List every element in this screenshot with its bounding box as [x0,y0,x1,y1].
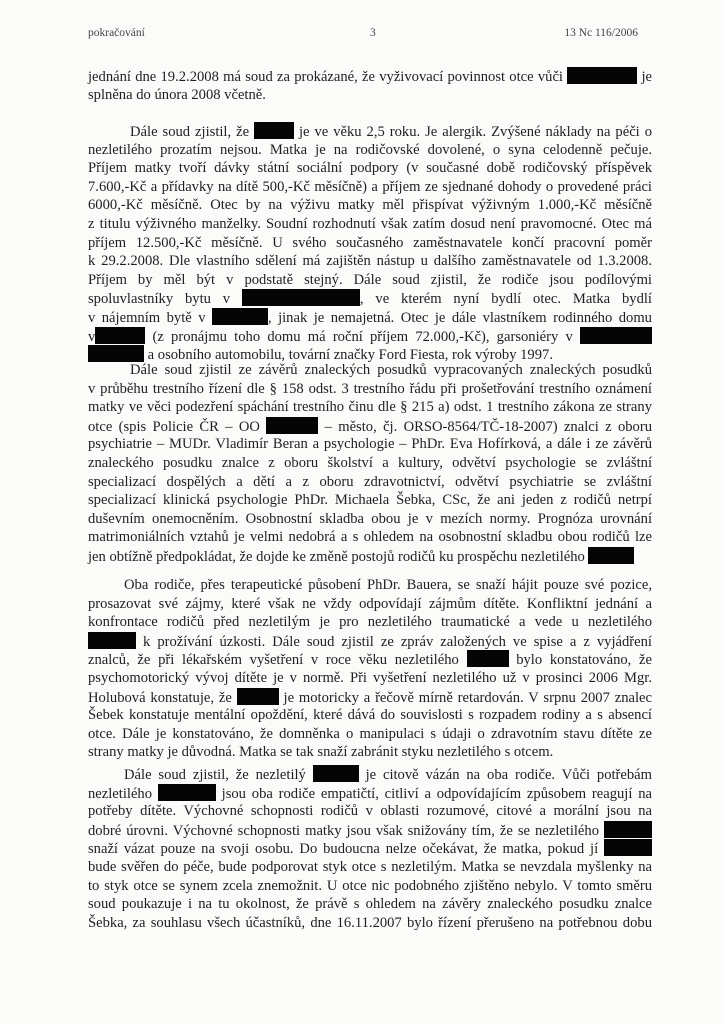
line-text: příjem 12.500,-Kč měsíčně. U svého současného zaměstnavatele končí pracovní poměr [88,234,652,251]
line-text: matky ve věci podezření spáchání trestního činu dle § 215 a) odst. 1 trestního zákona ze strany [88,399,652,416]
paragraph-4 [88,576,652,762]
line-text: dobré úrovni. Výchovné schopnosti matky jsou však snižovány tím, že se nezletilého [88,822,604,839]
redacted-name [567,67,637,84]
text-line [88,725,652,744]
line-text: psychiatrie – MUDr. Vladimír Beran a psychologie – PhDr. Eva Hofírková, a dále i ze závěrů [88,436,652,453]
line-text: to styk otce se synem zcela znemožnit. U otce nic podobného zjištěno nebylo. V tomto směru [88,877,652,894]
line-text: Oba rodiče, přes terapeutické působení PhDr. Bauera, se snaží hájit pouze své pozice, [124,577,652,593]
line-text: a osobního automobilu, tovární značky Ford Fiesta, rok výroby 1997. [144,347,553,364]
text-line [88,528,652,547]
line-text: nezletilého prozatím nejsou. Matka je na rodičovské dovolené, o syna celodenně pečuje. [88,141,652,158]
line-text: – město, čj. ORSO-8564/TČ-18-2007) znalci z oboru [318,418,652,435]
text-line [88,821,652,840]
line-text: je motoricky a řečově mírně retardován. V srpnu 2007 znalec [278,689,652,706]
line-text: k prožívání úzkosti. Dále soud zjistil ze zpráv založených ve spise a z vyjádření [136,633,652,650]
text-line [88,289,652,308]
line-text: Dále soud zjistil, že [130,124,255,140]
case-number: 13 Nc 116/2006 [564,27,638,39]
text-line [88,122,652,141]
text-line [88,196,652,215]
text-line [88,159,652,178]
line-text: specializací dospělých a dětí a z oboru zdravotnictví, odvětví psychiatrie se zvláštní [88,473,652,490]
text-line [88,547,652,566]
text-line [88,839,652,858]
text-line [88,67,652,86]
text-line [88,454,652,473]
page-number: 3 [370,27,376,39]
text-line [88,576,652,595]
text-line [88,327,652,346]
redacted-address [242,289,360,306]
line-text: potřeby dítěte. Výchovné schopnosti rodičů v oblasti rozumové, citové a morální jsou na [88,803,652,820]
line-text: , ve kterém nyní bydlí otec. Matka bydlí [359,291,652,308]
text-line [88,784,652,803]
text-line [88,858,652,877]
text-line [88,308,652,327]
text-line [88,914,652,933]
line-text: duševním onemocněním. Osobnostní skladba obou je v mezích normy. Prognóza urovnání [88,510,652,527]
line-text: prosazovat své zájmy, které však ne vždy odpovídají zájmům dítěte. Konfliktní jednání a [88,595,652,612]
line-text: v [88,328,96,345]
line-text: Dále soud zjistil, že nezletilý [124,767,313,783]
text-line [88,669,652,688]
line-text: 7.600,-Kč a přídavky na dítě 500,-Kč měsíčně) a příjem ze sjednané dohody o provedené práci [88,178,652,195]
text-line [88,86,652,105]
line-text: je ve věku 2,5 roku. Je alergik. Zvýšené náklady na péči o [294,124,652,140]
line-text: je [637,69,653,85]
line-text: Příjem by měl být v podstatě stejný. Dále soud zjistil, že rodiče jsou podílovými [88,271,652,288]
redacted-place [212,308,268,325]
line-text: znaleckého posudku znalce z oboru školství a kultury, odvětví psychologie se zvláštní [88,454,652,471]
text-line [88,473,652,492]
text-line [88,510,652,529]
text-line [88,877,652,896]
line-text: Šebek konstatuje mentální opoždění, které dává do souvislosti s rozpadem rodiny a s absencí [88,707,652,724]
text-line [88,895,652,914]
line-text: otce. Dále je konstatováno, že domněnka o manipulaci s údaji o zdravotním stavu dítěte ze [88,725,652,742]
line-text: otce (spis Policie ČR – OO [88,418,267,435]
text-line [88,271,652,290]
paragraph-1 [88,67,652,104]
continuation-label: pokračování [88,27,145,39]
redacted-name [88,632,136,649]
paragraph-3 [88,361,652,566]
line-text: spoluvlastníky bytu v [88,291,242,308]
redacted-name [158,784,216,801]
line-text: psychomotorický vývoj dítěte je v normě. Při vyšetření nezletilého už v prosinci 2006 Mgr. [88,669,652,686]
line-text: splněna do února 2008 včetně. [88,86,266,103]
text-line [88,417,652,436]
redacted-name [237,688,279,705]
line-text: (z pronájmu toho domu má roční příjem 72.000,-Kč), garsoniéry v [145,328,580,345]
line-text: Holubová konstatuje, že [88,689,237,706]
text-line [88,361,652,380]
line-text: jen obtížně předpokládat, že dojde ke změně postojů rodičů ku prospěchu nezletilého [88,548,589,565]
line-text: v nájemním bytě v [88,309,212,326]
line-text: specializací klinická psychologie PhDr. Michaela Šebka, CSc, že ani jeden z rodičů netrpí [88,492,652,509]
text-line [88,178,652,197]
redacted-name [604,821,652,838]
text-line [88,632,652,651]
paragraph-2 [88,122,652,364]
line-text: Dále soud zjistil ze závěrů znaleckých posudků vypracovaných znaleckých posudků [130,362,652,378]
text-line [88,141,652,160]
line-text: matrimoniálních vztahů je velmi nedobrá a s ohledem na osobnostní skladbu obou rodičů lze [88,529,652,546]
line-text: v průběhu trestního řízení dle § 158 odst. 3 trestního řádu při prošetřování trestního oznámení [88,380,652,397]
redacted-name [313,765,359,782]
line-text: nezletilého [88,785,158,802]
line-text: 6000,-Kč měsíčně. Otec by na výživu matky měl přispívat výživným 1.000,-Kč měsíčně [88,197,652,214]
text-line [88,765,652,784]
text-line [88,688,652,707]
line-text: jednání dne 19.2.2008 má soud za prokázané, že vyživovací povinnost otce vůči [88,69,568,85]
line-text: bude svěřen do péče, bude podporovat styk otce s nezletilým. Matka se nevzdala myšlenky na [88,858,652,875]
line-text: znalců, že při lékařském vyšetření v roce věku nezletilého [88,652,467,669]
paragraph-5 [88,765,652,932]
redacted-name [467,650,509,667]
line-text: Šebka, za souhlasu všech účastníků, dne 16.11.2007 bylo řízení přerušeno na potřebnou dobu [88,914,652,931]
text-line [88,234,652,253]
text-line [88,435,652,454]
text-line [88,613,652,632]
redacted-name [254,122,294,139]
text-line [88,706,652,725]
line-text: snaží vázat pouze na svoji osobu. Do budoucna nelze očekávat, že matka, pokud jí [88,841,604,858]
line-text: strany matky je důvodná. Matka se tak snaží zabránit styku nezletilého s otcem. [88,744,554,761]
line-text: , jinak je nemajetná. Otec je dále vlastníkem rodinného domu [267,309,652,326]
text-line [88,743,652,762]
line-text: bylo konstatováno, že [508,652,652,669]
redacted-address [88,345,144,362]
line-text: jsou oba rodiče empatičtí, citliví a odpovídajícím způsobem reagují na [215,785,652,802]
page-header [88,27,638,43]
line-text: k 29.2.2008. Dle vlastního sdělení má zajištěn nástup u dalšího zaměstnavatele od 1.3.2008. [88,253,652,270]
redacted-place [266,417,318,434]
text-line [88,215,652,234]
redacted-place [580,327,652,344]
text-line [88,252,652,271]
text-line [88,398,652,417]
line-text: je citově vázán na oba rodiče. Vůči potřebám [358,767,653,783]
line-text: soud poukazuje i na tu okolnost, že právě s ohledem na závěry znaleckého posudku znalce [88,896,652,913]
text-line [88,802,652,821]
text-line [88,380,652,399]
redacted-name [588,547,634,564]
redacted-place [95,327,145,344]
text-line [88,650,652,669]
line-text: z titulu výživného manželky. Soudní rozhodnutí však zatím dosud není pravomocné. Otec má [88,215,652,232]
text-line [88,491,652,510]
line-text: Příjem matky tvoří dávky státní sociální podpory (v současné době rodičovský příspěvek [88,160,652,177]
line-text: konfrontace rodičů před nezletilým je pro nezletilého traumatické a vede u nezletilého [88,614,652,631]
redacted-name [604,839,652,856]
text-line [88,595,652,614]
